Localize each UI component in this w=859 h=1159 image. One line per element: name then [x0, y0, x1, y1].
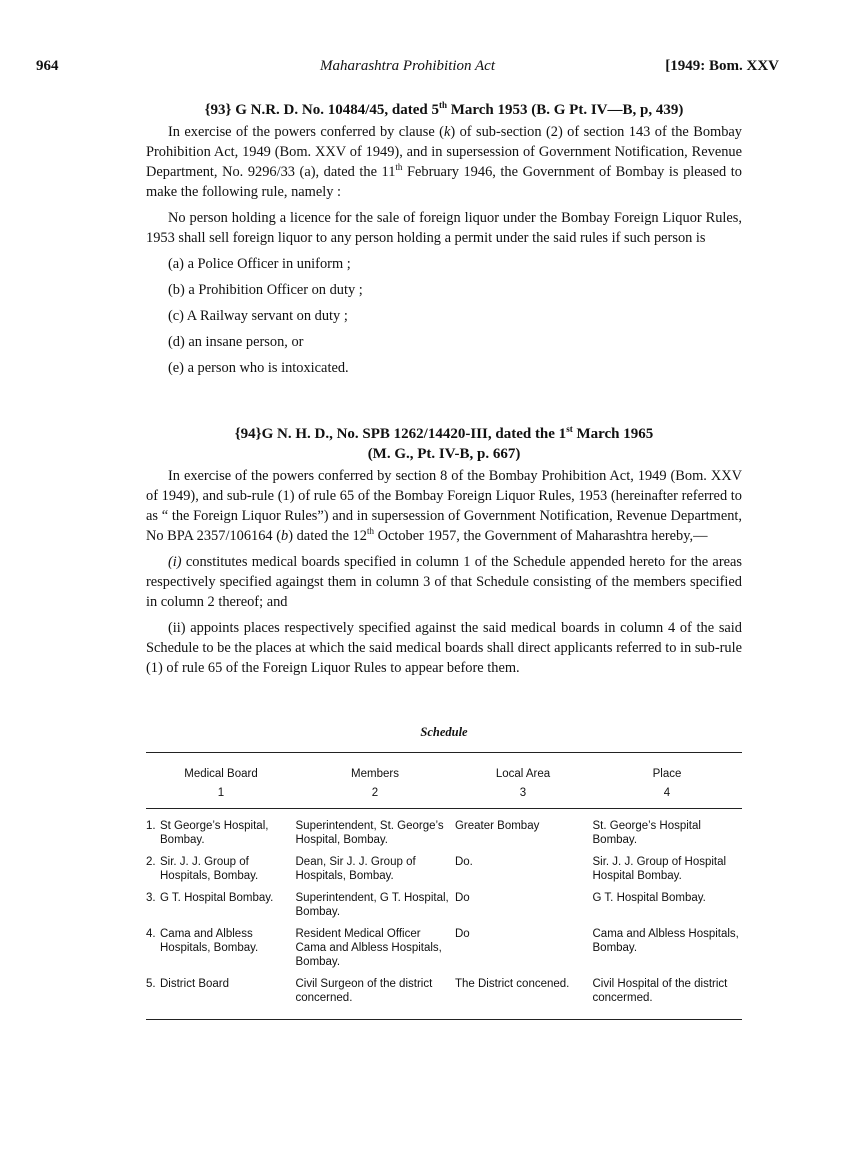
cell-board: District Board — [160, 978, 230, 990]
table-body — [146, 809, 742, 1019]
running-title: Maharashtra Prohibition Act — [319, 58, 495, 74]
cell-area: Greater Bombay — [454, 820, 540, 832]
cell-members: Superintendent, St. George’s Hospital, Bombay. — [295, 820, 444, 846]
table-row: 3. G T. Hospital Bombay. Superintendent, G T. Hospital, Bombay. Do G T. Hospital Bombay. — [146, 891, 742, 919]
table-row: 5. District Board Civil Surgeon of the district concerned. The District concened. Civil Hospital of the district concermed. — [146, 977, 742, 1005]
section-94 — [146, 424, 742, 678]
cell-area: Do — [454, 892, 470, 904]
cell-board: St George’s Hospital, Bombay. — [160, 820, 269, 846]
page-number: 964 — [36, 58, 59, 74]
table-row: 2. Sir. J. J. Group of Hospitals, Bombay. Dean, Sir J. J. Group of Hospitals, Bombay. Do. Sir. J. J. Group of Hospital Hospital Bombay. — [146, 855, 742, 883]
cell-board: Cama and Albless Hospitals, Bombay. — [160, 928, 259, 954]
section-93-paragraph-1: In exercise of the powers conferred by clause (k) of sub-section (2) of section 143 of the Bombay Prohibition Act, 1949 (Bom. XXV of 1949), and in supersession of Government Notification, Revenue Department, No. 9296/33 (a), dated the 11th February 1946, the Government of Bombay is pleased to make the following rule, namely : — [146, 124, 742, 200]
cell-place: Civil Hospital of the district concermed. — [592, 978, 728, 1004]
cell-place: St. George’s Hospital Bombay. — [592, 820, 701, 846]
column-header: Local Area 3 — [495, 768, 551, 799]
section-93-paragraph-2: No person holding a licence for the sale of foreign liquor under the Bombay Foreign Liquor Rules, 1953 shall sell foreign liquor to any person holding a permit under the said rules if such person is — [146, 210, 742, 246]
table-header — [146, 753, 742, 808]
section-93-list — [146, 254, 742, 378]
section-94-heading: {94}G N. H. D., No. SPB 1262/14420-III, dated the 1st March 1965 — [234, 424, 654, 442]
act-reference: [1949: Bom. XXV — [665, 58, 779, 74]
section-94-subheading: (M. G., Pt. IV-B, p. 667) — [367, 446, 521, 462]
section-93 — [146, 100, 742, 384]
list-item: (e) a person who is intoxicated. — [168, 360, 349, 376]
section-93-heading: {93} G N.R. D. No. 10484/45, dated 5th March 1953 (B. G Pt. IV—B, p, 439) — [204, 100, 684, 118]
cell-members: Civil Surgeon of the district concerned. — [295, 978, 433, 1004]
section-94-paragraph-2: (i) constitutes medical boards specified in column 1 of the Schedule appended hereto for the areas respectively specified againgst them in column 3 of that Schedule consisting of the members specified in column 2 thereof; and — [146, 554, 742, 610]
table-row: 1. St George’s Hospital, Bombay. Superintendent, St. George’s Hospital, Bombay. Greater Bombay St. George’s Hospital Bombay. — [146, 819, 742, 847]
table-row: 4. Cama and Albless Hospitals, Bombay. Resident Medical Officer Cama and Albless Hospitals, Bombay. Do Cama and Albless Hospitals, Bombay. — [146, 927, 742, 969]
running-header — [36, 58, 779, 82]
section-94-paragraph-1: In exercise of the powers conferred by section 8 of the Bombay Prohibition Act, 1949 (Bom. XXV of 1949), and sub-rule (1) of rule 65 of the Bombay Foreign Liquor Rules, 1953 (hereinafter referred to as “ the Foreign Liquor Rules”) and in supersession of Government Notification, Revenue Department, No BPA 2357/106164 (b) dated the 12th October 1957, the Government of Maharashtra hereby,— — [146, 468, 742, 544]
cell-area: The District concened. — [454, 978, 570, 990]
list-item: (d) an insane person, or — [168, 334, 304, 350]
cell-members: Dean, Sir J. J. Group of Hospitals, Bombay. — [295, 856, 416, 882]
column-header: Place 4 — [652, 768, 682, 799]
cell-board: Sir. J. J. Group of Hospitals, Bombay. — [160, 856, 259, 882]
cell-place: G T. Hospital Bombay. — [592, 892, 706, 904]
cell-members: Resident Medical Officer Cama and Albless Hospitals, Bombay. — [295, 928, 442, 968]
cell-members: Superintendent, G T. Hospital, Bombay. — [295, 892, 449, 918]
list-item: (a) a Police Officer in uniform ; — [168, 256, 351, 272]
cell-area: Do. — [454, 856, 473, 868]
cell-area: Do — [454, 928, 470, 940]
column-header: Members 2 — [351, 768, 399, 799]
schedule-title: Schedule — [420, 725, 468, 739]
cell-place: Cama and Albless Hospitals, Bombay. — [592, 928, 739, 954]
list-item: (c) A Railway servant on duty ; — [168, 308, 348, 324]
table-bottom-rule — [146, 1019, 742, 1020]
schedule-table — [146, 752, 742, 1020]
cell-place: Sir. J. J. Group of Hospital Hospital Bombay. — [592, 856, 727, 882]
list-item: (b) a Prohibition Officer on duty ; — [168, 282, 363, 298]
column-header: Medical Board 1 — [184, 768, 258, 799]
section-94-paragraph-3: (ii) appoints places respectively specified against the said medical boards in column 4 of the said Schedule to be the places at which the said medical boards shall direct applicants referred to in sub-rule (1) of rule 65 of the Foreign Liquor Rules to appear before them. — [146, 620, 742, 676]
cell-board: G T. Hospital Bombay. — [160, 892, 274, 904]
